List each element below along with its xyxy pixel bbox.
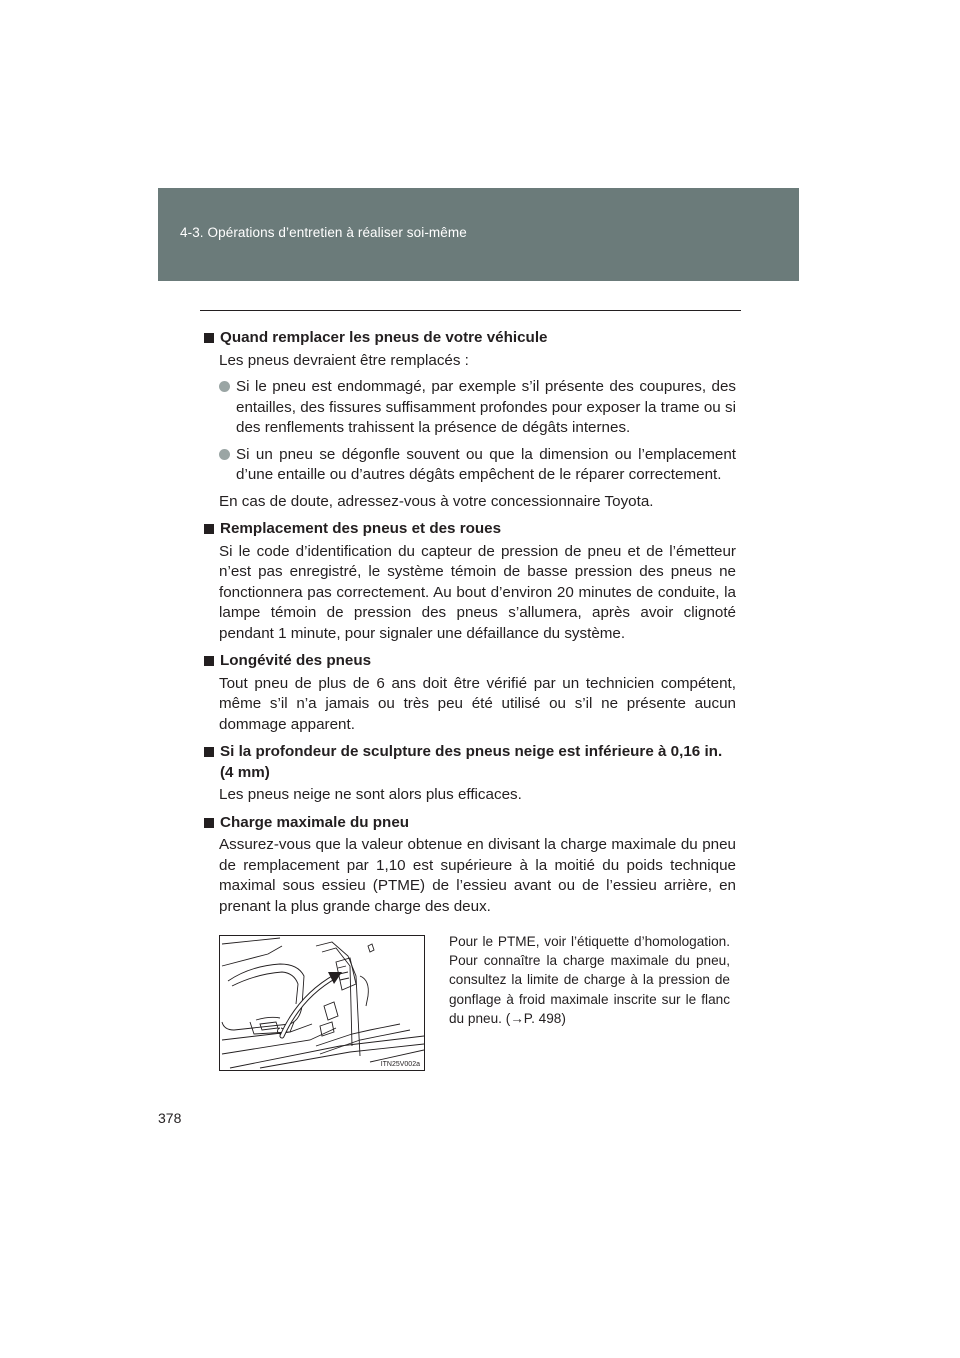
section-heading: Longévité des pneus bbox=[220, 652, 372, 669]
circle-bullet-icon bbox=[219, 449, 230, 460]
square-bullet-icon bbox=[204, 333, 214, 343]
section-longevity bbox=[204, 651, 736, 735]
section-heading: Si la profondeur de sculpture des pneus neige est inférieure à 0,16 in. (4 mm) bbox=[220, 743, 723, 781]
door-pillar-drawing bbox=[220, 936, 424, 1070]
section-note: En cas de doute, adressez-vous à votre concessionnaire Toyota. bbox=[219, 492, 654, 510]
list-item: Si le pneu est endommagé, par exemple s’il présente des coupures, des entailles, des fissures suffisamment profondes pour exposer la trame ou si des renflements trahissent la présence de dégâts internes. bbox=[219, 377, 736, 439]
section-replacement bbox=[204, 519, 736, 644]
list-item: Si un pneu se dégonfle souvent ou que la dimension ou l’emplacement d’une entaille ou d’autres dégâts empêchent de le réparer correctement. bbox=[219, 445, 736, 486]
section-when-replace bbox=[204, 328, 736, 512]
square-bullet-icon bbox=[204, 524, 214, 534]
divider bbox=[200, 310, 741, 311]
section-intro: Les pneus devraient être remplacés : bbox=[219, 351, 469, 369]
section-body: Les pneus neige ne sont alors plus efficaces. bbox=[219, 786, 522, 803]
figure-code: ITN25V002a bbox=[380, 1061, 420, 1068]
square-bullet-icon bbox=[204, 818, 214, 828]
section-heading: Remplacement des pneus et des roues bbox=[220, 520, 502, 537]
section-body: Si le code d’identification du capteur de pression de pneu et de l’émetteur n’est pas enregistré, le système témoin de basse pression des pneus ne fonctionnera pas correctement. Au bout d’environ 20 minutes de conduite, la lampe témoin de pression des pneus s’allumera, après avoir clignoté pendant 1 minute, pour signaler une défaillance du système. bbox=[219, 542, 736, 642]
page-number: 378 bbox=[158, 1110, 182, 1126]
section-heading: Quand remplacer les pneus de votre véhicule bbox=[220, 329, 548, 346]
section-max-load bbox=[204, 813, 736, 918]
section-body: Tout pneu de plus de 6 ans doit être vérifié par un technicien compétent, même s’il n’a jamais ou très peu été utilisé ou s’il ne présente aucun dommage apparent. bbox=[219, 674, 736, 733]
section-title: 4-3. Opérations d’entretien à réaliser soi-même bbox=[180, 225, 467, 240]
main-content bbox=[204, 328, 736, 924]
section-heading: Charge maximale du pneu bbox=[220, 813, 410, 831]
square-bullet-icon bbox=[204, 656, 214, 666]
header-band bbox=[158, 188, 799, 281]
figure-caption: Pour le PTME, voir l’étiquette d’homologation. Pour connaître la charge maximale du pneu, consultez la limite de charge à la pression de gonflage à froid maximale inscrite sur le flanc du pneu. (→P. 498) bbox=[449, 934, 730, 1026]
circle-bullet-icon bbox=[219, 381, 230, 392]
square-bullet-icon bbox=[204, 747, 214, 757]
door-label-illustration bbox=[219, 935, 425, 1071]
section-snow-tread bbox=[204, 742, 736, 806]
section-body: Assurez-vous que la valeur obtenue en divisant la charge maximale du pneu de remplacement par 1,10 est supérieure à la moitié du poids technique maximal sous essieu (PTME) de l’essieu avant ou de l’essieu arrière, en prenant la plus grande charge des deux. bbox=[219, 836, 736, 915]
